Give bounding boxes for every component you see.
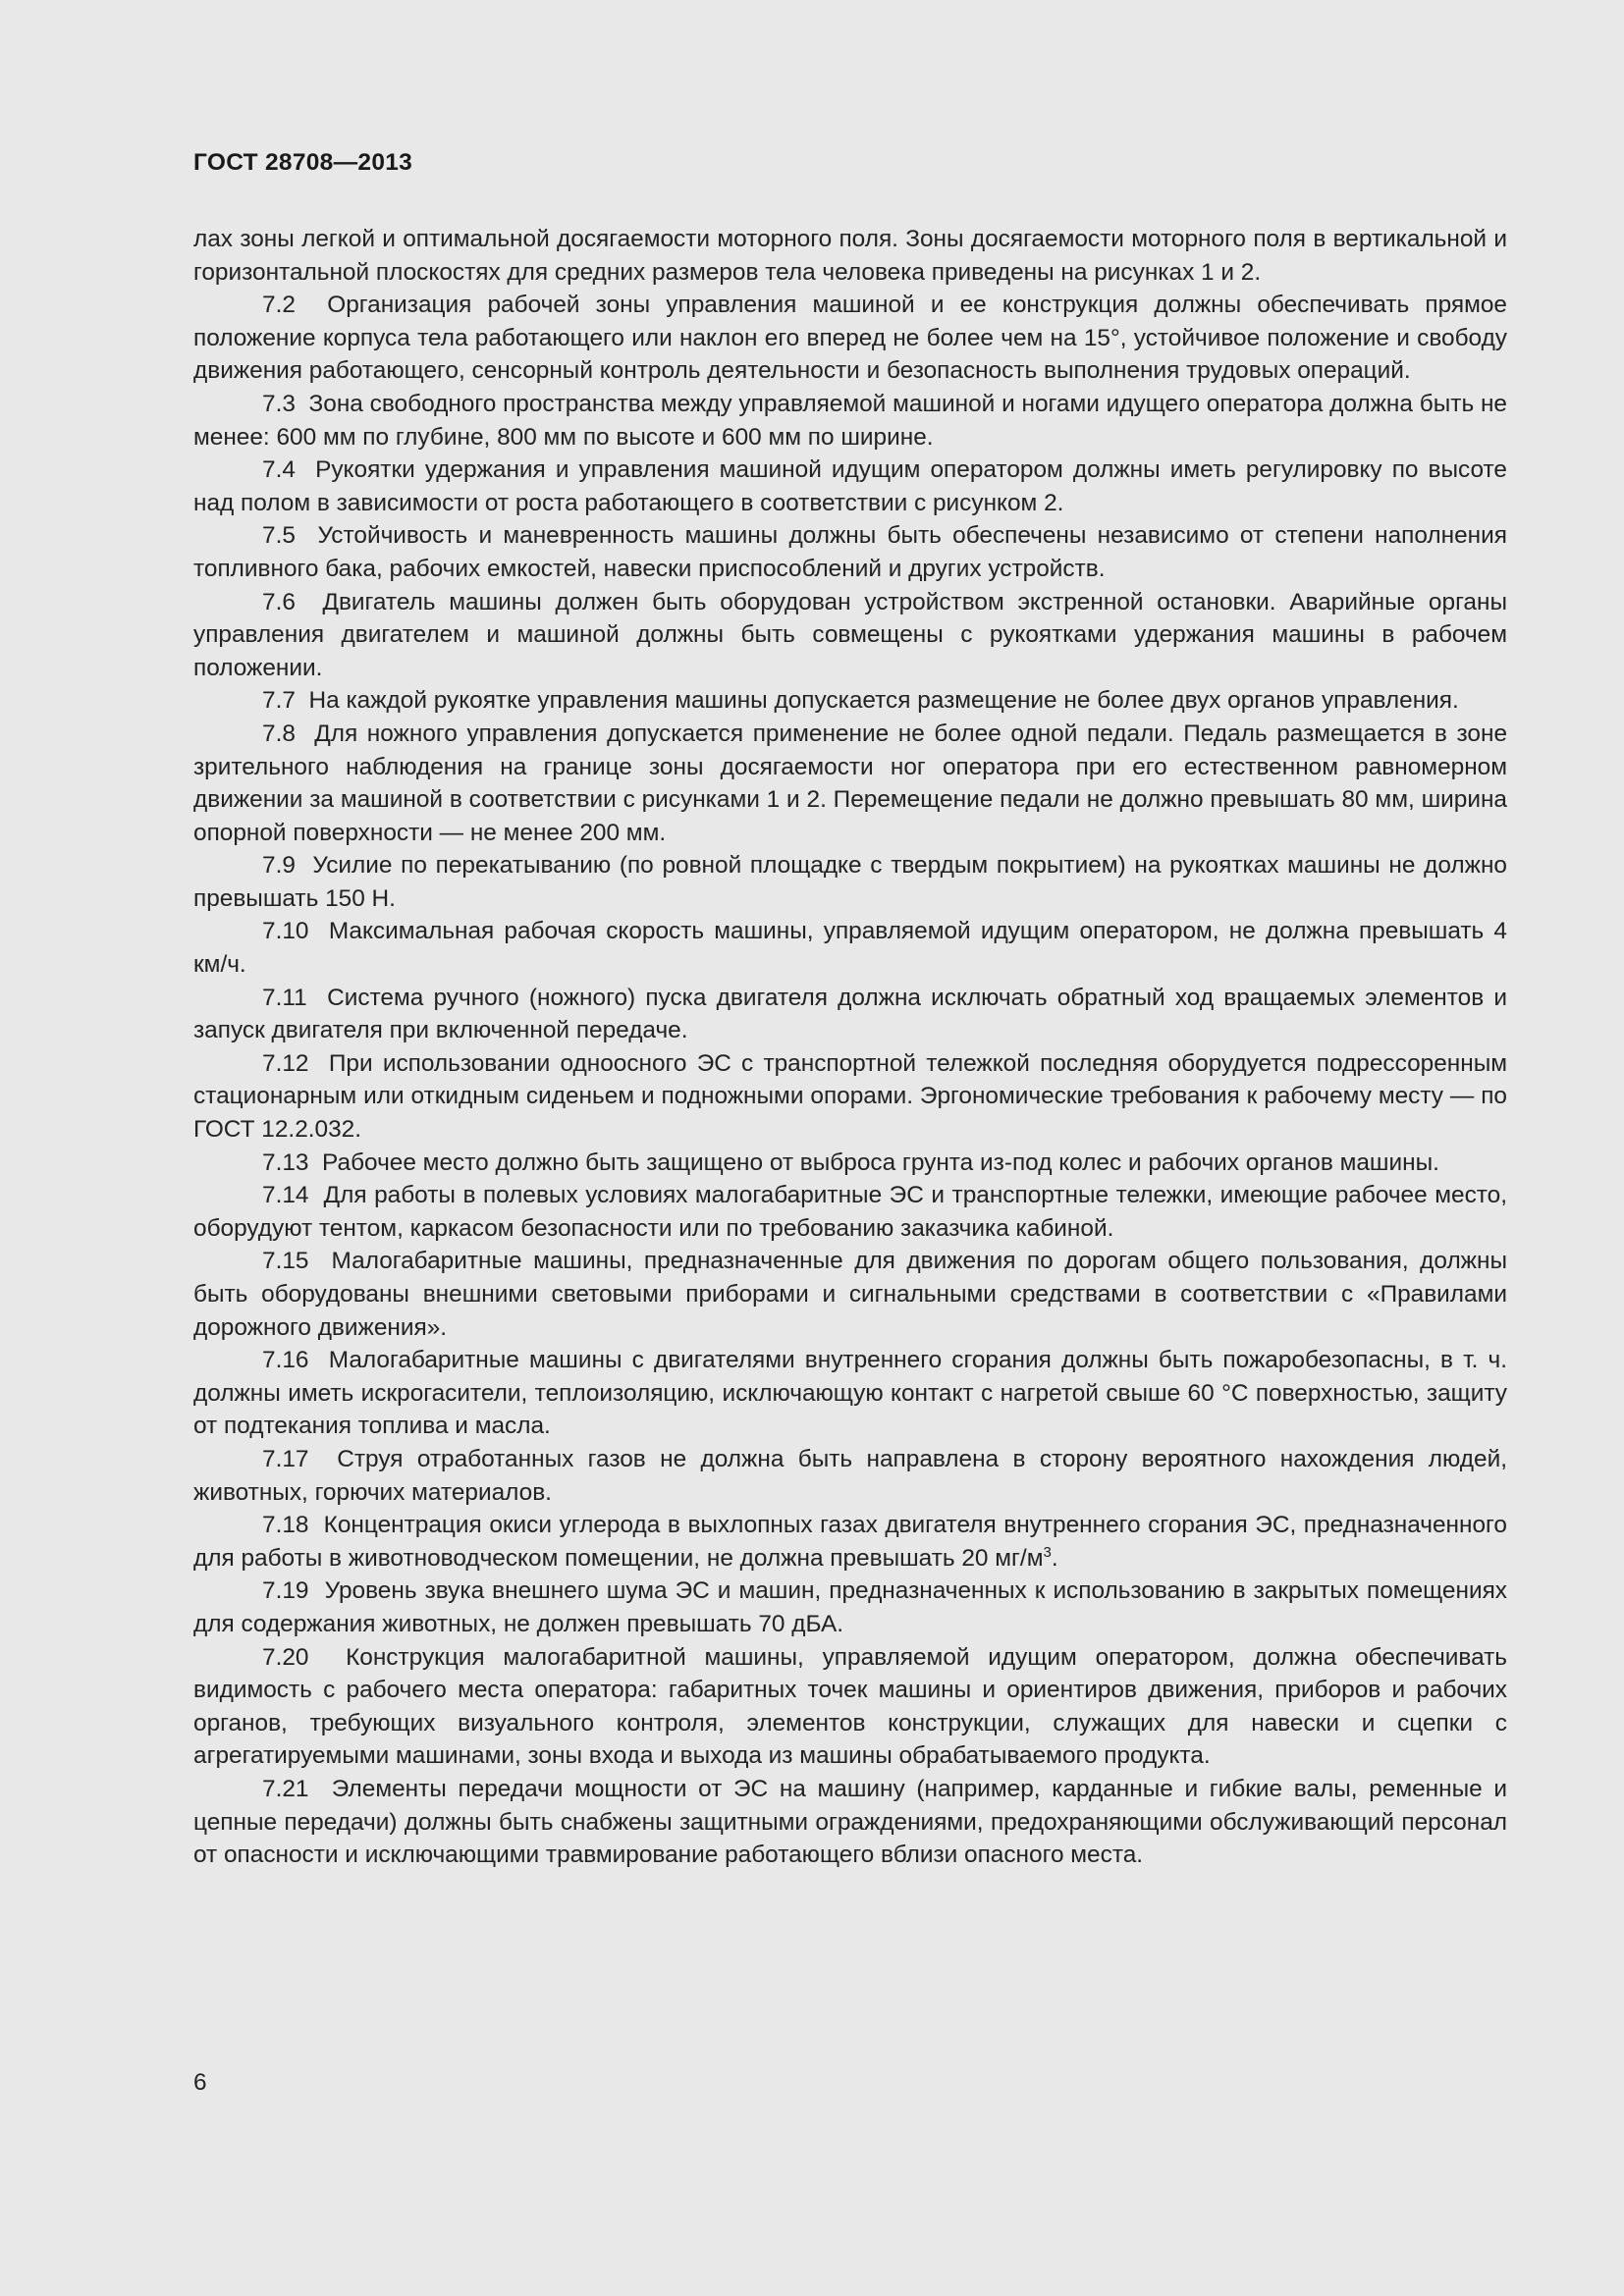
clause-number: 7.17: [262, 1445, 309, 1472]
clause-number: 7.19: [262, 1577, 309, 1605]
clause-7-6: [193, 586, 1507, 685]
clause-7-15: [193, 1245, 1507, 1344]
clause-number: 7.14: [262, 1182, 309, 1209]
clause-number: 7.15: [262, 1248, 309, 1275]
clause-7-14: [193, 1179, 1507, 1245]
clause-text: Рукоятки удержания и управления машиной идущим оператором должны иметь регулировку по высоте над полом в зависимости от роста работающего в соответствии с рисунком 2.: [193, 456, 1507, 516]
clause-7-21: [193, 1773, 1507, 1872]
clause-7-11: [193, 982, 1507, 1047]
clause-7-18: [193, 1509, 1507, 1575]
clause-text: Система ручного (ножного) пуска двигателя должна исключать обратный ход вращаемых элементов и запуск двигателя при включенной передаче.: [193, 984, 1507, 1044]
clause-text: Зона свободного пространства между управляемой машиной и ногами идущего оператора должна быть не менее: 600 мм по глубине, 800 мм по высоте и 600 мм по ширине.: [193, 390, 1507, 451]
clause-text: Рабочее место должно быть защищено от выброса грунта из-под колес и рабочих органов машины.: [322, 1148, 1439, 1176]
clause-text: Струя отработанных газов не должна быть направлена в сторону вероятного нахождения людей, животных, горючих материалов.: [193, 1445, 1507, 1506]
clause-text: Максимальная рабочая скорость машины, управляемой идущим оператором, не должна превышать 4 км/ч.: [193, 918, 1507, 979]
clause-text: Малогабаритные машины с двигателями внутреннего сгорания должны быть пожаробезопасны, в т. ч. должны иметь искрогасители, теплоизоляцию, исключающую контакт с нагретой свыше 60 °С поверхностью, защиту от подтекания топлива и масла.: [193, 1347, 1507, 1440]
clause-7-19: [193, 1575, 1507, 1640]
clause-text-end: .: [1051, 1544, 1058, 1572]
superscript-cubed: 3: [1043, 1543, 1052, 1561]
clause-7-17: [193, 1443, 1507, 1509]
clause-7-13: [193, 1147, 1507, 1180]
clause-number: 7.21: [262, 1775, 309, 1802]
clause-7-3: [193, 388, 1507, 454]
clause-number: 7.12: [262, 1049, 309, 1077]
document-header: ГОСТ 28708—2013: [193, 149, 413, 176]
clause-text: На каждой рукоятке управления машины допускается размещение не более двух органов управления.: [308, 687, 1459, 715]
clause-number: 7.13: [262, 1148, 309, 1176]
clause-text: Для работы в полевых условиях малогабаритные ЭС и транспортные тележки, имеющие рабочее место, оборудуют тентом, каркасом безопасности или по требованию заказчика кабиной.: [193, 1182, 1507, 1242]
clause-text: Малогабаритные машины, предназначенные для движения по дорогам общего пользования, должны быть оборудованы внешними световыми приборами и сигнальными средствами в соответствии с «Правилами дорожного движения».: [193, 1248, 1507, 1341]
clause-7-20: [193, 1641, 1507, 1773]
clause-7-2: [193, 289, 1507, 388]
clause-number: 7.11: [262, 984, 307, 1011]
clause-7-16: [193, 1344, 1507, 1443]
clause-7-9: [193, 849, 1507, 915]
clause-7-7: [193, 684, 1507, 718]
clause-number: 7.4: [262, 456, 296, 484]
clause-text: Элементы передачи мощности от ЭС на машину (например, карданные и гибкие валы, ременные и цепные передачи) должны быть снабжены защитными ограждениями, предохраняющими обслуживающий персонал от опасности и исключающими травмирование работающего вблизи опасного места.: [193, 1775, 1507, 1869]
clause-number: 7.7: [262, 687, 296, 715]
page-number: 6: [193, 2069, 207, 2096]
clause-text: Уровень звука внешнего шума ЭС и машин, предназначенных к использованию в закрытых помещениях для содержания животных, не должен превышать 70 дБА.: [193, 1577, 1507, 1637]
clause-7-5: [193, 519, 1507, 585]
clause-text: Двигатель машины должен быть оборудован устройством экстренной остановки. Аварийные органы управления двигателем и машиной должны быть совмещены с рукоятками удержания машины в рабочем положении.: [193, 588, 1507, 681]
clause-number: 7.9: [262, 852, 296, 880]
clause-number: 7.16: [262, 1347, 309, 1374]
clause-text: Усилие по перекатыванию (по ровной площадке с твердым покрытием) на рукоятках машины не должно превышать 150 Н.: [193, 852, 1507, 912]
clause-7-10: [193, 915, 1507, 981]
clause-7-12: [193, 1047, 1507, 1147]
clause-text: Конструкция малогабаритной машины, управляемой идущим оператором, должна обеспечивать видимость с рабочего места оператора: габаритных точек машины и ориентиров движения, приборов и рабочих органов, требующих визуального контроля, элементов конструкции, служащих для навески и сцепки с агрегатируемыми машинами, зоны входа и выхода из машины обрабатываемого продукта.: [193, 1643, 1507, 1770]
clause-number: 7.8: [262, 720, 296, 747]
clause-text: Устойчивость и маневренность машины должны быть обеспечены независимо от степени наполнения топливного бака, рабочих емкостей, навески приспособлений и других устройств.: [193, 522, 1507, 582]
continuation-paragraph: лах зоны легкой и оптимальной досягаемости моторного поля. Зоны досягаемости моторного поля в вертикальной и горизонтальной плоскостях для средних размеров тела человека приведены на рисунках 1 и 2.: [193, 226, 1507, 286]
clause-text: Организация рабочей зоны управления машиной и ее конструкция должны обеспечивать прямое положение корпуса тела работающего или наклон его вперед не более чем на 15°, устойчивое положение и свободу движения работающего, сенсорный контроль деятельности и безопасность выполнения трудовых операций.: [193, 292, 1507, 385]
clause-number: 7.18: [262, 1512, 309, 1539]
clause-number: 7.3: [262, 390, 296, 417]
document-body: [193, 223, 1507, 1872]
clause-7-8: [193, 718, 1507, 849]
clause-number: 7.6: [262, 588, 296, 615]
clause-number: 7.20: [262, 1643, 309, 1671]
clause-text: Концентрация окиси углерода в выхлопных газах двигателя внутреннего сгорания ЭС, предназначенного для работы в животноводческом помещении, не должна превышать 20 мг/м: [193, 1512, 1507, 1572]
clause-text: Для ножного управления допускается применение не более одной педали. Педаль размещается в зоне зрительного наблюдения на границе зоны досягаемости ног оператора при его естественном равномерном движении за машиной в соответствии с рисунками 1 и 2. Перемещение педали не должно превышать 80 мм, ширина опорной поверхности — не менее 200 мм.: [193, 720, 1508, 846]
clause-number: 7.5: [262, 522, 296, 550]
clause-text: При использовании одноосного ЭС с транспортной тележкой последняя оборудуется подрессоренным стационарным или откидным сиденьем и подножными опорами. Эргономические требования к рабочему месту — по ГОСТ 12.2.032.: [193, 1049, 1508, 1144]
clause-number: 7.10: [262, 918, 309, 945]
clause-7-4: [193, 454, 1507, 519]
clause-number: 7.2: [262, 292, 296, 319]
